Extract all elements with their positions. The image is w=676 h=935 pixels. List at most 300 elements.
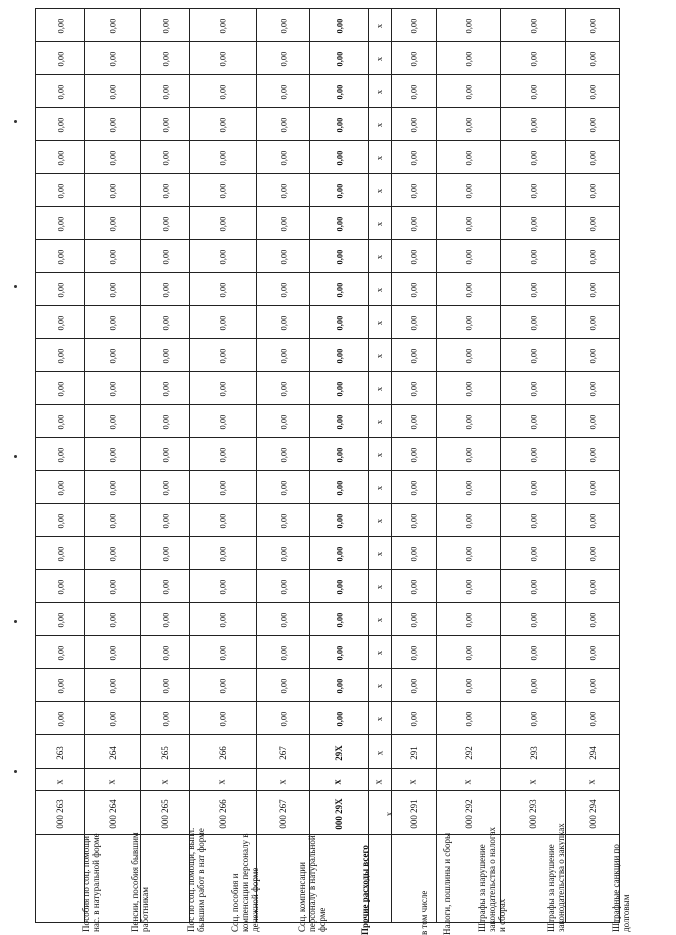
value-text: 0,00 (333, 513, 344, 529)
value-cell (436, 603, 501, 636)
value-text: 0,00 (408, 348, 419, 364)
value-cell (566, 42, 620, 75)
value-text: 0,00 (217, 414, 228, 430)
value-cell (368, 537, 391, 570)
row-number-text: 264 (107, 745, 118, 760)
value-cell (141, 273, 189, 306)
value-band (36, 669, 620, 702)
value-cell (256, 405, 310, 438)
value-text: 0,00 (587, 216, 598, 232)
value-cell (391, 636, 436, 669)
value-band (36, 702, 620, 735)
value-cell (256, 636, 310, 669)
scan-dot (14, 620, 17, 623)
value-text: 0,00 (55, 117, 66, 133)
row-number-text: x (374, 750, 385, 755)
value-cell (256, 438, 310, 471)
value-text: 0,00 (463, 315, 474, 331)
value-cell (566, 273, 620, 306)
value-band (36, 504, 620, 537)
value-text: 0,00 (587, 678, 598, 694)
value-text: 0,00 (107, 183, 118, 199)
value-cell (141, 141, 189, 174)
value-text: x (374, 122, 385, 128)
value-text: 0,00 (587, 150, 598, 166)
value-cell (36, 141, 85, 174)
value-cell (501, 372, 566, 405)
value-cell (310, 273, 368, 306)
value-cell (391, 570, 436, 603)
mark-text: x (527, 779, 539, 784)
row-number-text: 294 (587, 745, 598, 760)
value-cell (256, 537, 310, 570)
value-text: 0,00 (408, 282, 419, 298)
value-cell (310, 669, 368, 702)
code-text: x (383, 811, 394, 816)
value-cell (436, 174, 501, 207)
label-text: Пособия по соц. помощи нас. в натуральной форме (81, 833, 101, 932)
value-cell (501, 141, 566, 174)
value-cell (368, 339, 391, 372)
value-text: 0,00 (160, 282, 171, 298)
value-cell (36, 372, 85, 405)
value-text: 0,00 (463, 711, 474, 727)
value-text: 0,00 (217, 183, 228, 199)
value-text: 0,00 (278, 18, 289, 34)
value-text: 0,00 (333, 51, 344, 67)
value-cell (189, 174, 256, 207)
value-text: 0,00 (278, 51, 289, 67)
mark-text: x (277, 779, 289, 784)
row-number-text: 266 (217, 745, 228, 760)
value-cell (85, 537, 141, 570)
label-text: Штрафы за нарушение законодательства о налогах и сборах (476, 826, 507, 932)
value-text: 0,00 (107, 480, 118, 496)
value-cell (141, 405, 189, 438)
mark-band (36, 769, 620, 791)
value-text: 0,00 (463, 381, 474, 397)
value-cell (310, 141, 368, 174)
value-text: 0,00 (107, 711, 118, 727)
value-text: 0,00 (528, 414, 539, 430)
value-cell (368, 636, 391, 669)
value-text: 0,00 (333, 711, 344, 727)
value-text: 0,00 (408, 381, 419, 397)
value-text: 0,00 (587, 612, 598, 628)
label-text: Прочие расходы всего (360, 844, 371, 935)
value-cell (256, 570, 310, 603)
value-cell (36, 240, 85, 273)
value-text: 0,00 (278, 612, 289, 628)
value-cell (391, 471, 436, 504)
value-cell (141, 207, 189, 240)
value-cell (189, 570, 256, 603)
value-cell (391, 372, 436, 405)
value-cell (501, 669, 566, 702)
value-cell (368, 669, 391, 702)
value-band (36, 273, 620, 306)
value-text: 0,00 (217, 348, 228, 364)
value-cell (256, 108, 310, 141)
value-cell (310, 75, 368, 108)
value-text: 0,00 (217, 678, 228, 694)
value-cell (368, 471, 391, 504)
value-cell (85, 438, 141, 471)
value-cell (141, 636, 189, 669)
value-cell (189, 537, 256, 570)
code-text: 000 292 (463, 798, 474, 829)
value-text: 0,00 (528, 711, 539, 727)
value-cell (368, 9, 391, 42)
value-cell (36, 339, 85, 372)
value-cell (391, 75, 436, 108)
value-cell (436, 504, 501, 537)
value-cell (310, 9, 368, 42)
value-text: 0,00 (463, 216, 474, 232)
value-cell (256, 240, 310, 273)
value-cell (256, 273, 310, 306)
value-text: 0,00 (408, 447, 419, 463)
mark-cell (36, 769, 85, 791)
value-cell (566, 636, 620, 669)
value-cell (501, 438, 566, 471)
label-cell (566, 835, 632, 932)
value-text: 0,00 (107, 282, 118, 298)
value-text: 0,00 (463, 480, 474, 496)
value-cell (141, 669, 189, 702)
value-cell (368, 141, 391, 174)
value-text: x (374, 551, 385, 557)
value-cell (141, 306, 189, 339)
value-cell (368, 273, 391, 306)
value-cell (141, 603, 189, 636)
value-cell (436, 570, 501, 603)
value-cell (36, 9, 85, 42)
value-text: 0,00 (55, 348, 66, 364)
code-text: 000 265 (160, 798, 171, 829)
value-cell (189, 438, 256, 471)
value-text: 0,00 (408, 480, 419, 496)
value-text: 0,00 (333, 315, 344, 331)
value-text: 0,00 (217, 315, 228, 331)
value-text: 0,00 (217, 249, 228, 265)
value-cell (310, 372, 368, 405)
value-cell (189, 702, 256, 735)
code-text: 000 267 (278, 798, 289, 829)
value-text: x (374, 518, 385, 524)
label-text: Налоги, пошлины и сборы (441, 832, 452, 935)
value-text: 0,00 (463, 249, 474, 265)
value-band (36, 141, 620, 174)
value-text: x (374, 617, 385, 623)
value-cell (391, 669, 436, 702)
value-cell (566, 306, 620, 339)
value-text: 0,00 (408, 18, 419, 34)
value-text: 0,00 (333, 414, 344, 430)
value-cell (566, 174, 620, 207)
value-text: 0,00 (278, 117, 289, 133)
value-cell (436, 405, 501, 438)
value-text: 0,00 (107, 84, 118, 100)
value-band (36, 9, 620, 42)
value-cell (85, 306, 141, 339)
mark-cell (310, 769, 368, 791)
value-cell (256, 471, 310, 504)
value-text: 0,00 (528, 51, 539, 67)
value-cell (36, 405, 85, 438)
label-cell (368, 835, 429, 935)
value-cell (391, 603, 436, 636)
value-cell (436, 207, 501, 240)
value-text: 0,00 (528, 150, 539, 166)
value-cell (141, 504, 189, 537)
value-text: 0,00 (333, 84, 344, 100)
value-text: x (374, 485, 385, 491)
value-text: 0,00 (160, 216, 171, 232)
value-cell (391, 273, 436, 306)
row-number-text: 293 (528, 745, 539, 760)
value-text: 0,00 (55, 480, 66, 496)
value-cell (566, 240, 620, 273)
code-text: 000 29Х (333, 797, 344, 830)
value-cell (256, 372, 310, 405)
label-cell (256, 835, 327, 932)
value-band (36, 603, 620, 636)
value-cell (85, 42, 141, 75)
value-text: x (374, 254, 385, 260)
value-cell (501, 174, 566, 207)
value-text: 0,00 (333, 216, 344, 232)
value-cell (141, 240, 189, 273)
value-cell (36, 603, 85, 636)
value-cell (310, 108, 368, 141)
value-cell (141, 174, 189, 207)
mark-text: x (216, 779, 228, 784)
value-cell (368, 108, 391, 141)
value-text: 0,00 (278, 183, 289, 199)
value-cell (141, 339, 189, 372)
row-number-text: 29Х (333, 744, 344, 761)
value-cell (566, 438, 620, 471)
value-text: 0,00 (408, 51, 419, 67)
value-band (36, 240, 620, 273)
value-cell (85, 141, 141, 174)
value-cell (256, 141, 310, 174)
mark-text: x (407, 779, 419, 784)
value-cell (566, 372, 620, 405)
value-cell (391, 504, 436, 537)
value-text: x (374, 419, 385, 425)
row-number-cell (436, 735, 501, 769)
value-cell (189, 273, 256, 306)
value-text: 0,00 (408, 546, 419, 562)
value-text: 0,00 (217, 645, 228, 661)
value-text: 0,00 (528, 18, 539, 34)
value-cell (436, 669, 501, 702)
value-cell (501, 471, 566, 504)
value-text: 0,00 (55, 183, 66, 199)
value-cell (391, 339, 436, 372)
value-cell (85, 207, 141, 240)
value-text: 0,00 (587, 315, 598, 331)
value-text: 0,00 (278, 84, 289, 100)
value-cell (85, 339, 141, 372)
value-text: 0,00 (463, 513, 474, 529)
value-text: 0,00 (55, 711, 66, 727)
value-cell (256, 702, 310, 735)
value-text: 0,00 (160, 249, 171, 265)
value-band (36, 306, 620, 339)
value-cell (368, 174, 391, 207)
value-cell (85, 240, 141, 273)
value-cell (36, 174, 85, 207)
value-band (36, 339, 620, 372)
value-cell (85, 108, 141, 141)
value-cell (85, 636, 141, 669)
value-cell (436, 42, 501, 75)
label-text: Соц. компенсации персоналу в натуральной форме (296, 835, 327, 932)
value-text: 0,00 (587, 249, 598, 265)
value-text: x (374, 188, 385, 194)
value-cell (310, 306, 368, 339)
value-cell (310, 537, 368, 570)
row-number-text: 291 (408, 745, 419, 760)
value-cell (501, 537, 566, 570)
mark-cell (391, 769, 436, 791)
value-cell (391, 438, 436, 471)
value-text: 0,00 (160, 612, 171, 628)
value-text: 0,00 (408, 645, 419, 661)
value-cell (436, 75, 501, 108)
value-text: 0,00 (528, 546, 539, 562)
value-text: 0,00 (408, 678, 419, 694)
value-text: 0,00 (55, 18, 66, 34)
code-text: 000 293 (528, 798, 539, 829)
value-cell (85, 570, 141, 603)
mark-text: x (586, 779, 598, 784)
value-text: 0,00 (463, 51, 474, 67)
value-band (36, 438, 620, 471)
value-cell (189, 306, 256, 339)
value-cell (36, 438, 85, 471)
value-text: 0,00 (408, 513, 419, 529)
value-cell (391, 537, 436, 570)
value-text: 0,00 (333, 348, 344, 364)
value-text: 0,00 (463, 579, 474, 595)
label-text: Пос по соц. помощи, выпл. бывшим работ в нат форме (186, 827, 207, 932)
value-cell (566, 141, 620, 174)
label-text: Штрафы за нарушение законодательства о закупках (546, 823, 567, 932)
value-text: 0,00 (333, 381, 344, 397)
value-text: 0,00 (160, 381, 171, 397)
mark-cell (189, 769, 256, 791)
value-text: 0,00 (528, 282, 539, 298)
row-number-text: 292 (463, 745, 474, 760)
value-cell (501, 75, 566, 108)
value-text: 0,00 (463, 348, 474, 364)
value-text: x (374, 221, 385, 227)
value-text: 0,00 (278, 315, 289, 331)
value-text: 0,00 (107, 216, 118, 232)
value-text: 0,00 (217, 612, 228, 628)
value-text: 0,00 (333, 447, 344, 463)
value-text: 0,00 (107, 315, 118, 331)
label-text: Пенсии, пособия бывшим работникам (130, 832, 151, 932)
value-cell (310, 240, 368, 273)
value-text: 0,00 (278, 414, 289, 430)
value-cell (310, 702, 368, 735)
value-text: x (374, 452, 385, 458)
mark-cell (501, 769, 566, 791)
value-text: 0,00 (528, 513, 539, 529)
value-text: 0,00 (55, 282, 66, 298)
value-band (36, 75, 620, 108)
value-cell (189, 636, 256, 669)
value-text: x (374, 320, 385, 326)
value-text: 0,00 (217, 84, 228, 100)
value-text: 0,00 (587, 183, 598, 199)
value-text: 0,00 (160, 513, 171, 529)
value-text: x (374, 683, 385, 689)
value-cell (391, 702, 436, 735)
value-text: 0,00 (217, 18, 228, 34)
code-text: 000 264 (107, 798, 118, 829)
value-text: 0,00 (463, 414, 474, 430)
code-cell (36, 791, 85, 835)
value-cell (310, 636, 368, 669)
value-text: 0,00 (333, 579, 344, 595)
value-text: 0,00 (528, 117, 539, 133)
value-cell (501, 9, 566, 42)
value-text: 0,00 (463, 447, 474, 463)
value-cell (368, 42, 391, 75)
value-cell (436, 372, 501, 405)
value-text: 0,00 (408, 117, 419, 133)
value-text: 0,00 (160, 348, 171, 364)
value-text: 0,00 (408, 711, 419, 727)
value-text: 0,00 (107, 546, 118, 562)
value-cell (566, 504, 620, 537)
value-text: 0,00 (408, 414, 419, 430)
value-cell (501, 636, 566, 669)
value-text: 0,00 (55, 216, 66, 232)
value-text: 0,00 (217, 117, 228, 133)
value-text: 0,00 (333, 282, 344, 298)
value-cell (566, 537, 620, 570)
value-text: 0,00 (278, 348, 289, 364)
value-text: 0,00 (160, 315, 171, 331)
value-cell (141, 9, 189, 42)
value-cell (368, 372, 391, 405)
row-number-cell (566, 735, 620, 769)
value-band (36, 207, 620, 240)
scan-dot (14, 285, 17, 288)
value-text: 0,00 (107, 447, 118, 463)
value-cell (189, 603, 256, 636)
value-cell (368, 702, 391, 735)
value-text: 0,00 (55, 315, 66, 331)
value-cell (256, 9, 310, 42)
value-cell (566, 669, 620, 702)
value-text: 0,00 (217, 447, 228, 463)
value-cell (310, 207, 368, 240)
code-text: 000 266 (217, 798, 228, 829)
value-cell (36, 504, 85, 537)
value-cell (436, 702, 501, 735)
value-text: 0,00 (333, 678, 344, 694)
value-cell (256, 603, 310, 636)
value-cell (566, 339, 620, 372)
